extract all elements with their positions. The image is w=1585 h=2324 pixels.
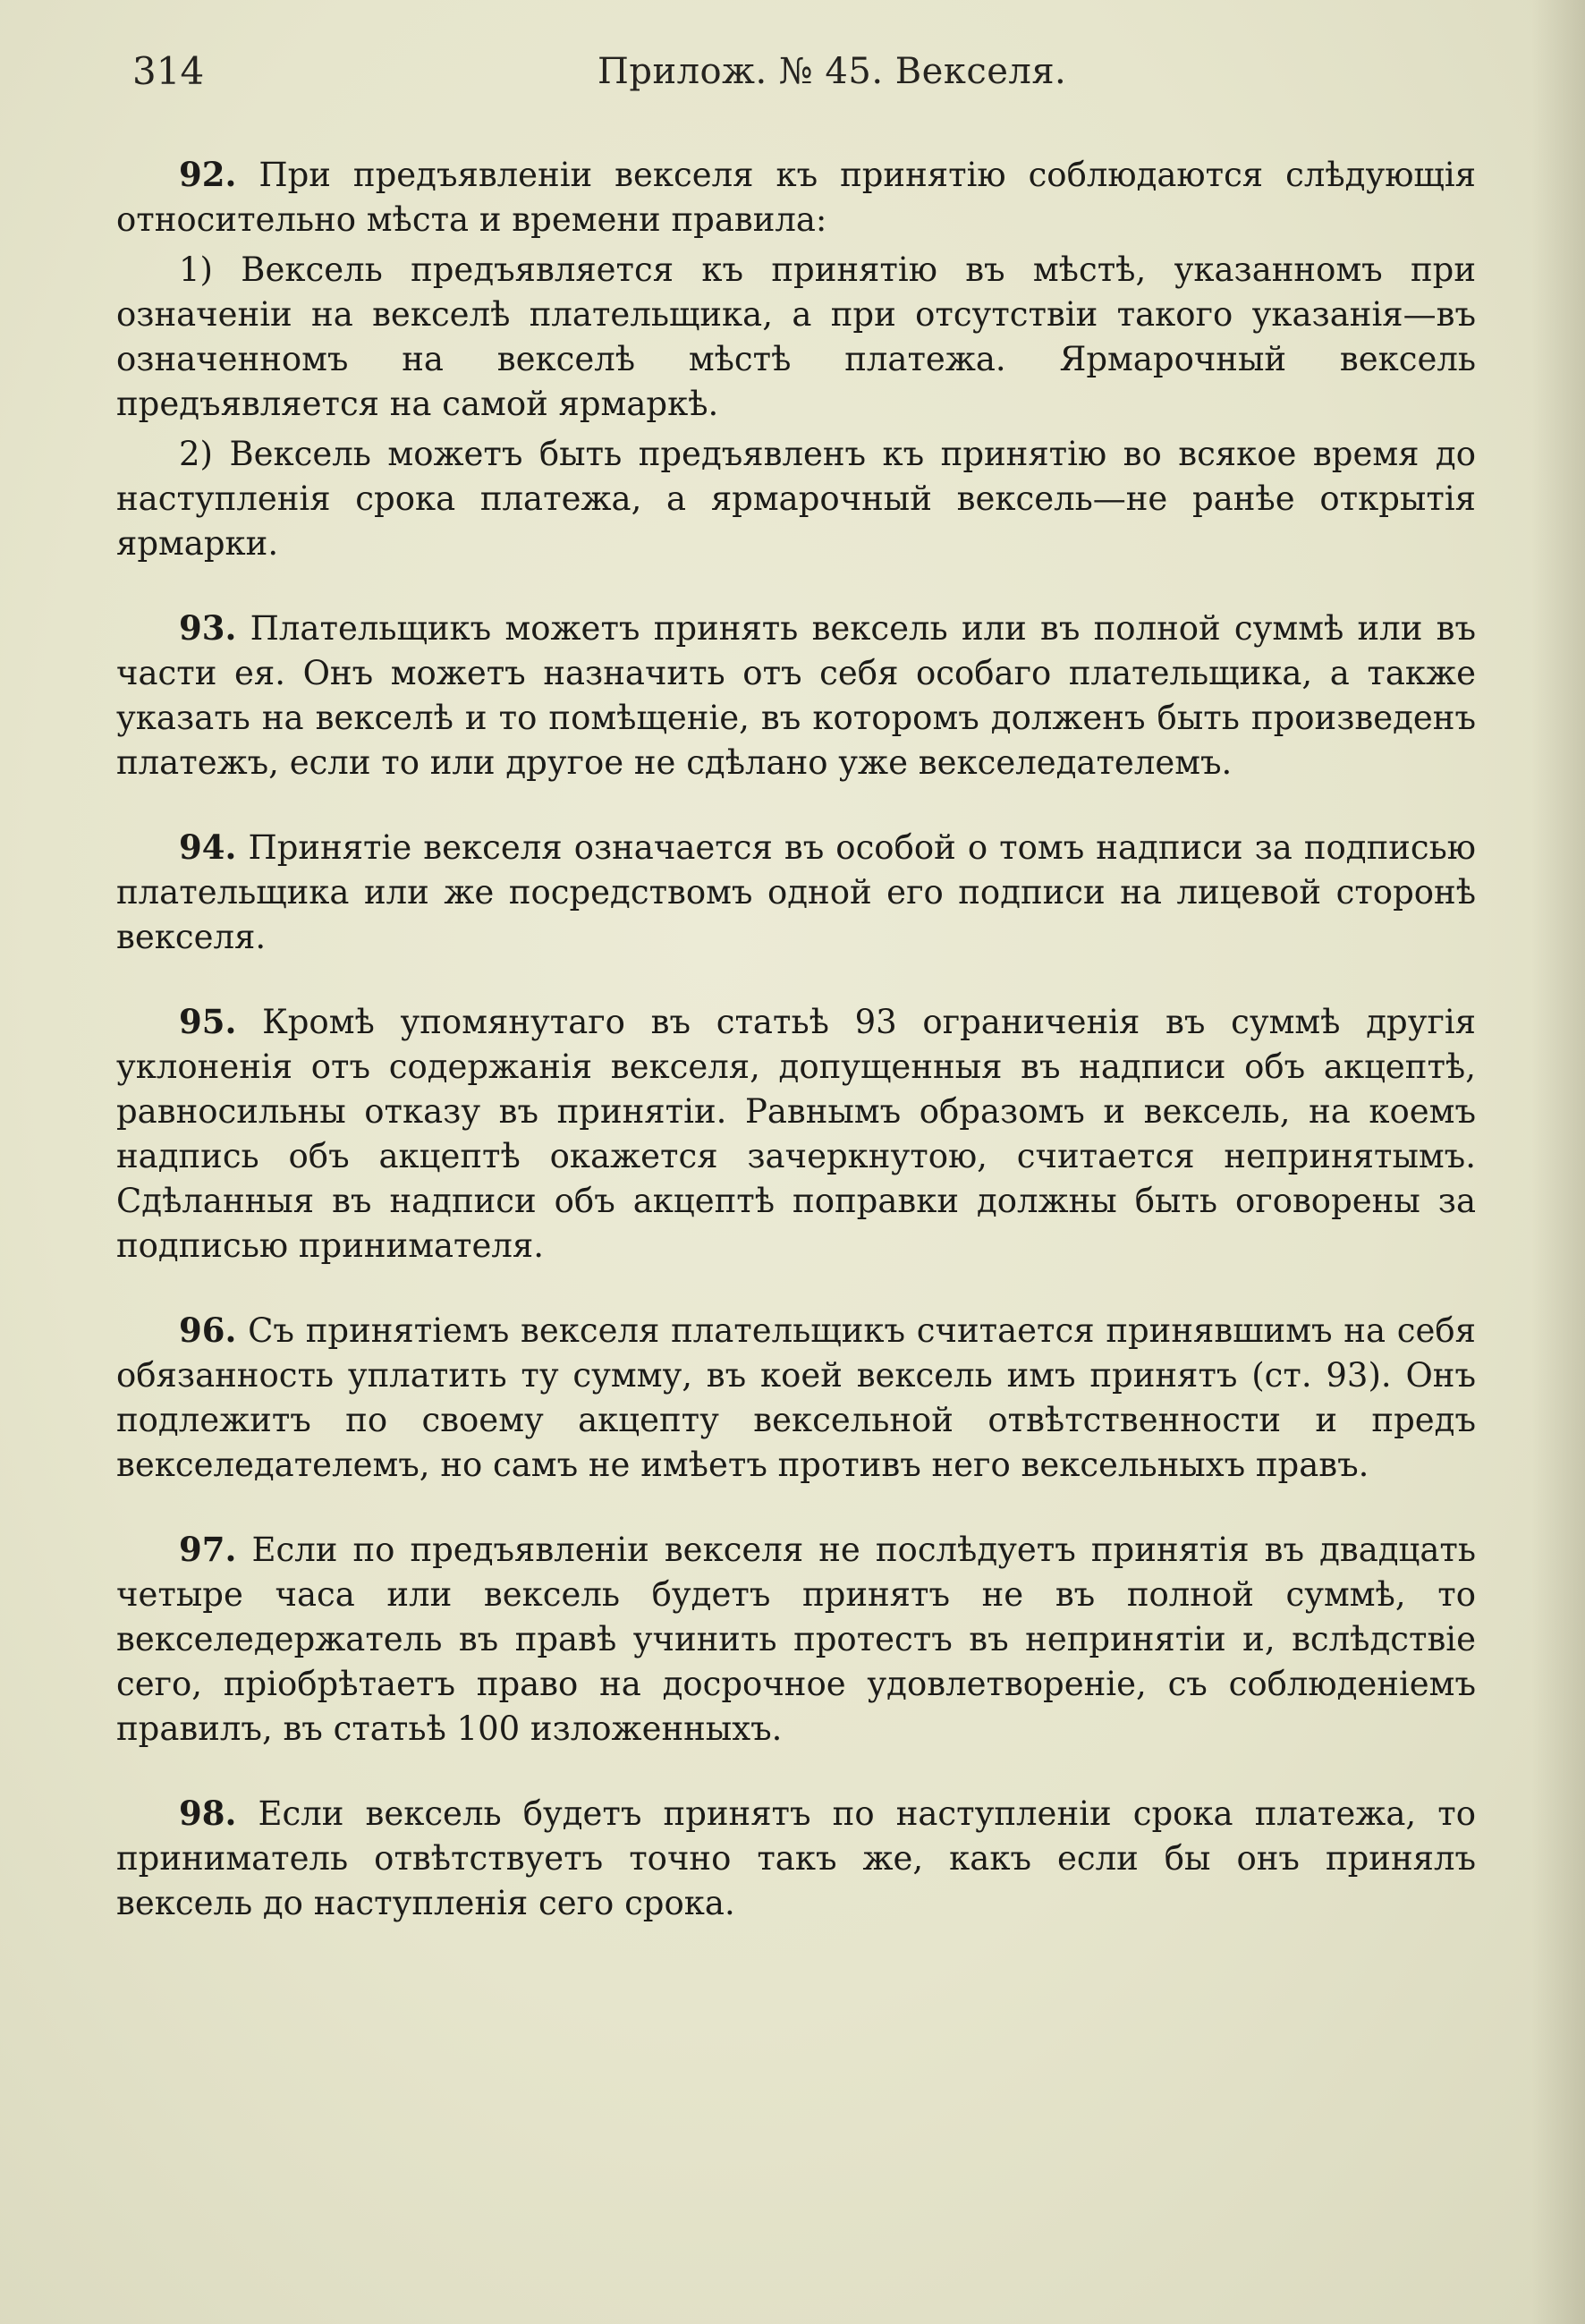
body-text — [116, 152, 1476, 1965]
article-paragraph — [116, 825, 1476, 960]
article-paragraph — [116, 152, 1476, 242]
article-item: 1) Вексель предъявляется къ принятію въ мѣстѣ, указанномъ при означеніи на векселѣ плательщика, а при отсутствіи такого указанія—въ означенномъ на векселѣ мѣстѣ платежа. Ярмарочный вексель предъявляется на самой ярмаркѣ. — [116, 250, 1476, 423]
article-number: 95. — [179, 1002, 237, 1041]
article-text: Принятіе векселя означается въ особой о томъ надписи за подписью плательщика или же посредствомъ одной его подписи на лицевой сторонѣ векселя. — [116, 828, 1476, 956]
article-number: 92. — [179, 155, 237, 194]
article-95 — [116, 999, 1476, 1268]
article-text: Плательщикъ можетъ принять вексель или въ полной суммѣ или въ части ея. Онъ можетъ назначить отъ себя особаго плательщика, а также указать на векселѣ и то помѣщеніе, въ которомъ долженъ быть произведенъ платежъ, если то или другое не сдѣлано уже векселедателемъ. — [116, 609, 1476, 782]
article-text: Если по предъявленіи векселя не послѣдуетъ принятія въ двадцать четыре часа или вексель будетъ принятъ не въ полной суммѣ, то векселедержатель въ правѣ учинить протестъ въ непринятіи и, вслѣдствіе сего, пріобрѣтаетъ право на досрочное удовлетвореніе, съ соблюденіемъ правилъ, въ статьѣ 100 изложенныхъ. — [116, 1531, 1477, 1748]
article-paragraph — [116, 1308, 1476, 1488]
article-text: Съ принятіемъ векселя плательщикъ считается принявшимъ на себя обязанность уплатить ту сумму, въ коей вексель имъ принятъ (ст. 93). Онъ подлежитъ по своему акцепту вексельной отвѣтственности и предъ векселедателемъ, но самъ не имѣетъ противъ него вексельныхъ правъ. — [116, 1311, 1476, 1484]
article-number: 97. — [179, 1530, 237, 1569]
article-number: 93. — [179, 608, 237, 648]
article-text: Кромѣ упомянутаго въ статьѣ 93 ограниченія въ суммѣ другія уклоненія отъ содержанія векселя, допущенныя въ надписи объ акцептѣ, равносильны отказу въ принятіи. Равнымъ образомъ и вексель, на коемъ надпись объ акцептѣ окажется зачеркнутою, считается непринятымъ. Сдѣланныя въ надписи объ акцептѣ поправки должны быть оговорены за подписью принимателя. — [116, 1003, 1476, 1265]
article-97 — [116, 1527, 1476, 1751]
article-item: 2) Вексель можетъ быть предъявленъ къ принятію во всякое время до наступленія срока платежа, а ярмарочный вексель—не ранѣе открытія ярмарки. — [116, 435, 1476, 563]
article-93 — [116, 606, 1476, 785]
running-head — [132, 47, 1474, 109]
article-94 — [116, 825, 1476, 960]
article-paragraph — [116, 606, 1476, 785]
article-92 — [116, 152, 1476, 566]
article-text: При предъявленіи векселя къ принятію соблюдаются слѣдующія относительно мѣста и времени правила: — [116, 156, 1476, 239]
article-98 — [116, 1791, 1476, 1926]
article-paragraph — [116, 1791, 1476, 1926]
article-paragraph — [116, 1527, 1476, 1751]
article-number: 96. — [179, 1310, 237, 1350]
page-number: 314 — [132, 49, 205, 93]
article-paragraph — [116, 999, 1476, 1268]
article-number: 94. — [179, 827, 237, 867]
article-number: 98. — [179, 1794, 237, 1833]
page-edge-shadow — [1531, 0, 1585, 2324]
article-96 — [116, 1308, 1476, 1488]
page-header-title: Прилож. № 45. Векселя. — [598, 51, 1067, 92]
article-text: Если вексель будетъ принятъ по наступленіи срока платежа, то приниматель отвѣтствуетъ точно такъ же, какъ если бы онъ принялъ вексель до наступленія сего срока. — [116, 1794, 1476, 1922]
